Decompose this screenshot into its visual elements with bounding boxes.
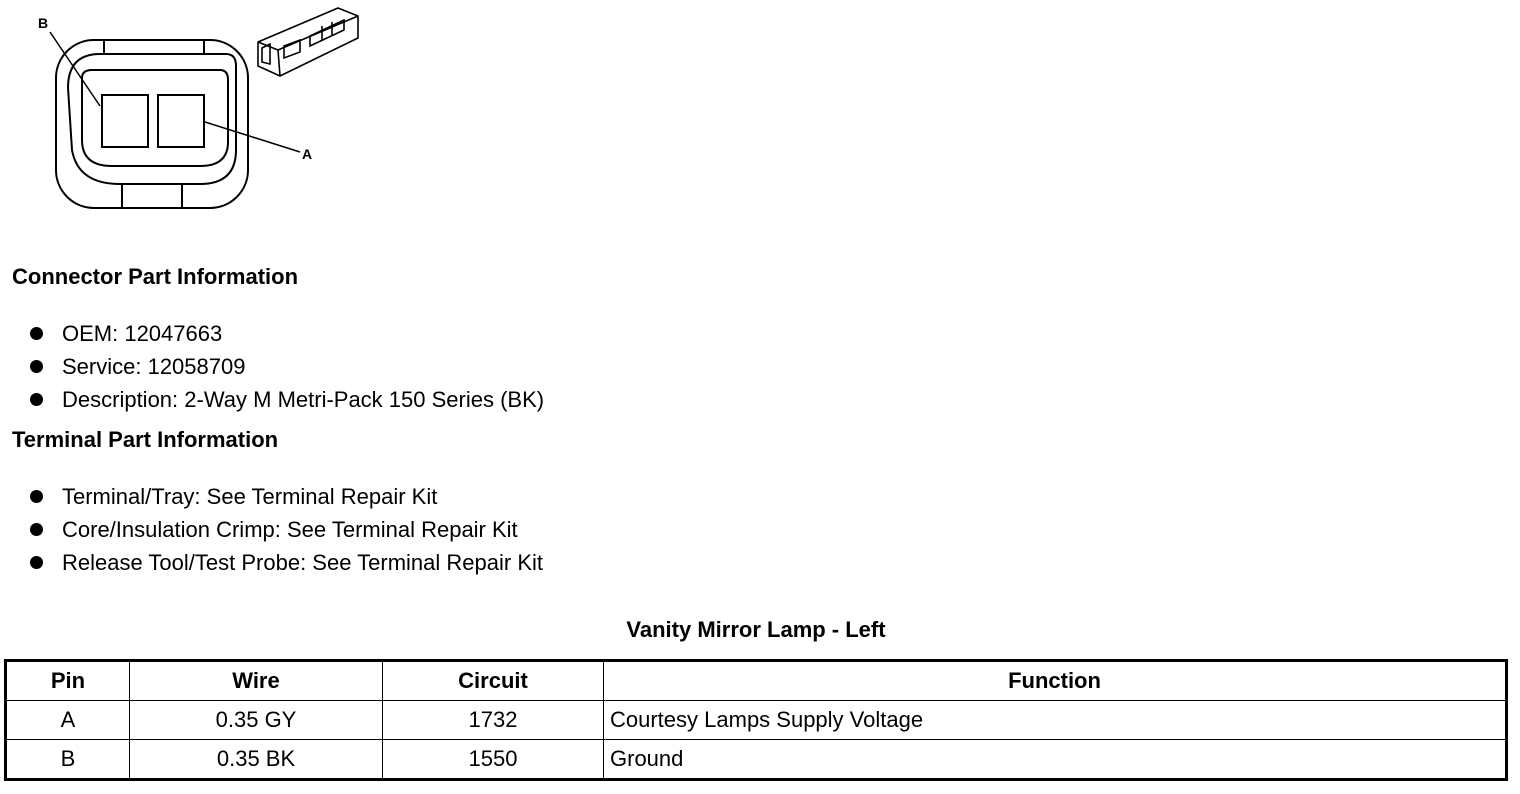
list-item	[28, 480, 543, 513]
connector-top-latch	[104, 40, 204, 54]
connector-housing-outer	[56, 40, 248, 208]
cell-function: Ground	[604, 740, 1507, 780]
list-item	[28, 546, 543, 579]
bullet-icon	[30, 556, 43, 569]
connector-part-list	[28, 317, 544, 416]
cell-circuit: 1732	[383, 701, 604, 740]
connector-isometric-icon	[258, 8, 358, 76]
list-item	[28, 317, 544, 350]
table-header-row	[6, 661, 1507, 701]
table-row	[6, 701, 1507, 740]
callout-label-a: A	[302, 146, 313, 162]
header-wire: Wire	[130, 661, 383, 701]
leader-line-a	[205, 122, 300, 152]
header-circuit: Circuit	[383, 661, 604, 701]
bullet-icon	[30, 490, 43, 503]
bullet-icon	[30, 360, 43, 373]
header-function: Function	[604, 661, 1507, 701]
list-item-text: Release Tool/Test Probe: See Terminal Repair Kit	[62, 550, 543, 575]
list-item-text: Core/Insulation Crimp: See Terminal Repair Kit	[62, 517, 518, 542]
table-row	[6, 740, 1507, 780]
terminal-part-list	[28, 480, 543, 579]
list-item	[28, 350, 544, 383]
bullet-icon	[30, 327, 43, 340]
connector-bottom-key	[122, 184, 182, 208]
connector-diagram	[0, 0, 380, 230]
list-item-text: OEM: 12047663	[62, 321, 223, 346]
cell-pin: B	[6, 740, 130, 780]
pin-table-title: Vanity Mirror Lamp - Left	[626, 617, 886, 642]
cell-wire: 0.35 BK	[130, 740, 383, 780]
bullet-icon	[30, 523, 43, 536]
callout-label-b: B	[38, 15, 49, 31]
list-item-text: Description: 2-Way M Metri-Pack 150 Series (BK)	[62, 387, 545, 412]
pin-table	[4, 659, 1508, 781]
header-pin: Pin	[6, 661, 130, 701]
terminal-cavity-b	[102, 95, 148, 147]
terminal-cavity-a	[158, 95, 204, 147]
list-item	[28, 383, 544, 416]
cell-circuit: 1550	[383, 740, 604, 780]
cell-pin: A	[6, 701, 130, 740]
connector-part-heading: Connector Part Information	[12, 264, 299, 289]
list-item-text: Service: 12058709	[62, 354, 246, 379]
cell-function: Courtesy Lamps Supply Voltage	[604, 701, 1507, 740]
bullet-icon	[30, 393, 43, 406]
terminal-block	[82, 70, 228, 166]
cell-wire: 0.35 GY	[130, 701, 383, 740]
list-item-text: Terminal/Tray: See Terminal Repair Kit	[62, 484, 438, 509]
terminal-part-heading: Terminal Part Information	[12, 427, 279, 452]
list-item	[28, 513, 543, 546]
